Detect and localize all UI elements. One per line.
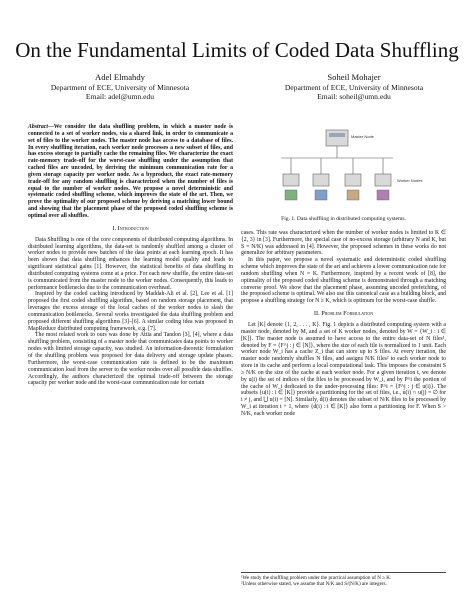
- left-column: [28, 124, 233, 387]
- data-shuffling-diagram: [241, 124, 446, 214]
- author-name: Adel Elmahdy: [95, 72, 145, 82]
- author-dept: Department of ECE, University of Minnesota: [284, 83, 424, 92]
- worker-nodes-label: Worker Nodes: [397, 178, 423, 183]
- author-block: [20, 72, 454, 102]
- footnotes: [241, 572, 446, 587]
- author-email: Email: adel@umn.edu: [85, 92, 155, 102]
- worker-node-icon: [345, 174, 361, 186]
- footnote-1: ¹We study the shuffling problem under the practical assumption of N ≥ K.: [241, 575, 392, 581]
- author-name: Soheil Mohajer: [327, 72, 381, 82]
- right-column: [241, 124, 446, 418]
- author-email: Email: soheil@umn.edu: [317, 92, 391, 102]
- footnote-2: ²Unless otherwise stated, we assume that N/K and S/(N/K) are integers.: [241, 581, 387, 587]
- author-1: [20, 72, 220, 102]
- section-heading-problem-formulation: II. Problem Formulation: [313, 310, 374, 318]
- master-node-icon: [329, 133, 345, 137]
- abstract-text: —We consider the data shuffling problem, in which a master node is connected to a set of worker nodes, via a shared link, in order to communicate a set of files to the worker nodes. The master node has access to a database of files. In every shuffling iteration, each worker node processes a new subset of files, and has excess storage to partially cache the remaining files. We characterize the exact rate-memory trade-off for the worst-case shuffling under the assumption that cached files are uncoded, by deriving the minimum communication rate for a given storage capacity per worker node. As a byproduct, the exact rate-memory trade-off for any random shuffling is characterized when the number of files is equal to the number of worker nodes. We propose a novel deterministic and systematic coded shuffling scheme, which improves the state of the art. Then, we prove the optimality of our proposed scheme by deriving a matching lower bound and showing that the placement phase of the proposed coded shuffling scheme is optimal over all shuffles.: [28, 124, 233, 219]
- paragraph: cases. This rate was characterized when the number of worker nodes is limited to K ∈ {2, 3} in [3]. Furthermore, the special case of no-excess storage (arbitrary N and K, but S = N/K) was addressed in [4]. However, the proposed schemes in these works do not generalize for arbitrary parameters.: [241, 229, 446, 257]
- master-node-label: Master Node: [351, 134, 374, 139]
- author-2: [254, 72, 454, 102]
- paragraph: Let [K] denote {1, 2, . . . , K}. Fig. 1 depicts a distributed computing system with a master node, denoted by M, and a set of K worker nodes, denoted by W = {W_i : i ∈ [K]}. The master node is assumed to have access to the entire data-set of N files¹, denoted by F = {F^j : j ∈ [N]}, where the size of each file is normalized to 1 unit. Each worker node W_i has a cache Z_i that can store up to S files. At every iteration, the master node randomly shuffles N files, and assigns N/K files² to each worker node to store in its cache and perform a local computational task. This imposes the constraint S ≥ N/K on the size of the cache at each worker node. For a given iteration t, we denote by u(i) the set of indices of the files to be processed by W_i, and by P^i the portion of the cache of W_i dedicated to the under-processing files: P^i = {F^j : j ∈ u(i)}. The subsets {u(i) : i ∈ [K]} provide a partitioning for the set of files, i.e., u(i) ∩ u(j) = ∅ for i ≠ j, and ⋃ u(i) = [N]. Similarly, d(i) denotes the subset of N/K files to be processed by W_i at iteration t + 1, where {d(i) : i ∈ [K]} also form a partitioning for F. When S > N/K, each worker node: [241, 321, 446, 417]
- paragraph: Data Shuffling is one of the core components of distributed computing algorithms. In distributed learning algorithms, the data-set is randomly shuffled among a cluster of worker nodes to provide new batches of the data points at each learning epoch. It has been shown that data shuffling enhances the learning model quality and leads to significant statistical gains [1]. However, the statistical benefits of data shuffling in distributed computing systems come at a price. For each new shuffle, the entire data-set is communicated from the master node to the worker nodes. Consequently, this leads to performance bottlenecks due to the communication overhead.: [28, 236, 233, 291]
- cache-icon: [285, 190, 297, 200]
- cache-icon: [315, 190, 327, 200]
- paragraph: The most related work to ours was done by Attia and Tandon [3], [4], where a data shuffling problem, consisting of a master node that communicates data points to worker nodes with limited storage capacity, was studied. An information-theoretic formulation of the shuffling problem was proposed for data delivery and storage update phases. Furthermore, the worst-case communication rate is defined to be the maximum communication load from the server to the worker nodes over all possible data shuffles. Accordingly, the authors characterized the optimal trade-off between the storage capacity per worker node and the worst-case communication rate for certain: [28, 332, 233, 387]
- section-heading-introduction: I. Introduction: [112, 224, 149, 232]
- abstract: [28, 124, 233, 220]
- worker-node-icon: [313, 174, 329, 186]
- paragraph: In this paper, we propose a novel systematic and deterministic coded shuffling scheme which improves the state of the art and achieves a lower communication rate for random shuffling when N = K. Furthermore, inspired by a recent work of [8], the optimality of the proposed coded shuffling scheme is demonstrated through a matching converse proof. We show that the placement phase, assuming uncoded prefetching, of the proposed scheme is optimal. We also use this canonical case as a building block, and propose a shuffling strategy for N ≥ K, which is optimum for the worst-case shuffle.: [241, 257, 447, 305]
- master-node-icon: [326, 130, 348, 146]
- cache-icon: [377, 190, 389, 200]
- author-dept: Department of ECE, University of Minnesota: [50, 83, 190, 92]
- abstract-label: Abstract: [28, 124, 48, 130]
- worker-node-icon: [283, 174, 299, 186]
- figure-1: [241, 124, 446, 214]
- worker-node-icon: [375, 174, 391, 186]
- cache-icon: [347, 190, 359, 200]
- figure-caption: Fig. 1. Data shuffling in distributed computing systems.: [281, 216, 406, 222]
- paragraph: Inspired by the coded caching introduced by Maddah-Ali et al. [2], Lee et al. [1] proposed the first coded shuffling algorithm, based on random storage placement, that leverages the excess storage of the local caches of the worker nodes to slash the communication bottlenecks. Several works investigated the data shuffling problem and proposed different shuffling algorithms [3]–[6]. A similar coding idea was proposed in MapReduce distributed computing framework, e.g. [7].: [28, 291, 233, 332]
- paper-title: On the Fundamental Limits of Coded Data Shuffling: [15, 38, 459, 62]
